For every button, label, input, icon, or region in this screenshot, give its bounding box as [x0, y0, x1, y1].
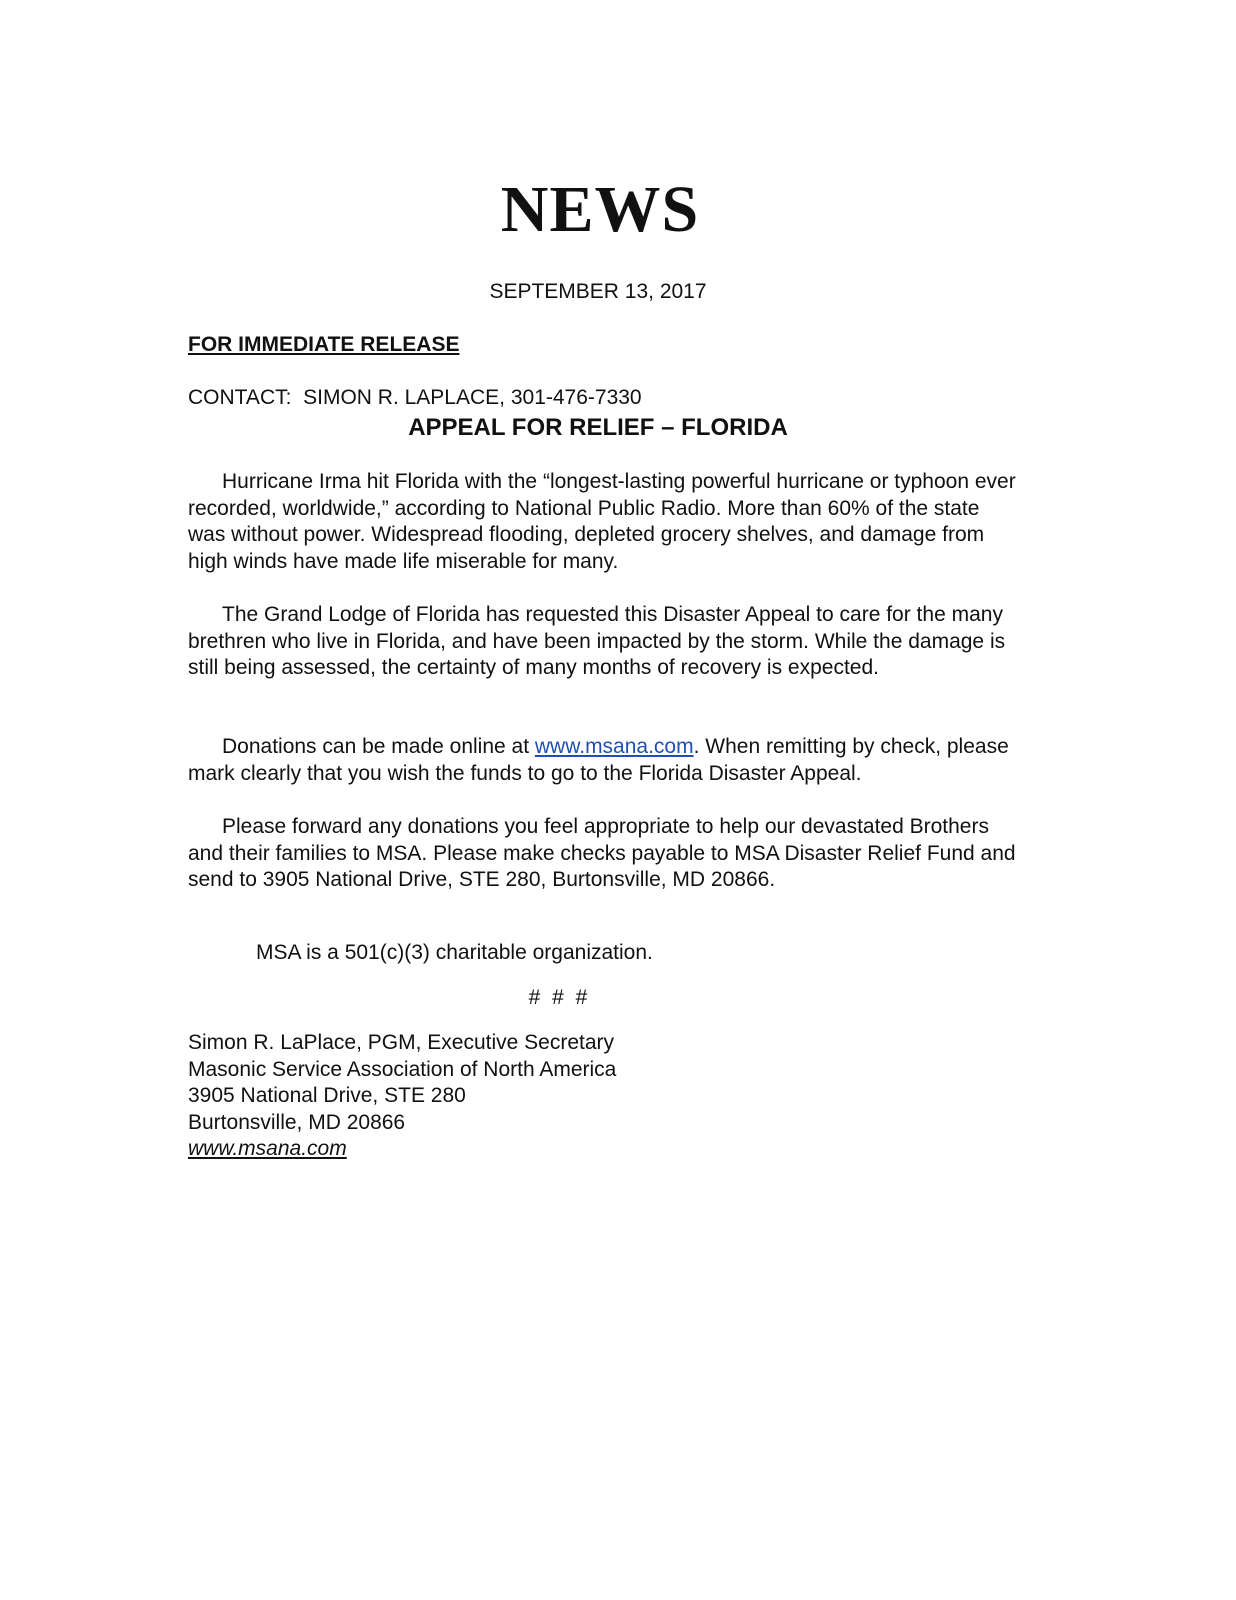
release-label: FOR IMMEDIATE RELEASE — [188, 333, 460, 356]
donation-website-link[interactable]: www.msana.com — [534, 735, 694, 758]
signature-street: 3905 National Drive, STE 280 — [188, 1084, 466, 1107]
contact-line: CONTACT: SIMON R. LAPLACE, 301-476-7330 — [188, 386, 642, 409]
signature-block — [188, 1030, 616, 1163]
paragraph-hurricane: Hurricane Irma hit Florida with the “longest-lasting powerful hurricane or typhoon ever recorded, worldwide,” according to National Public Radio. More than 60% of the state was without power. Widespread flooding, depleted grocery shelves, and damage from high winds have made life miserable for many. — [188, 470, 1016, 573]
signature-name: Simon R. LaPlace, PGM, Executive Secretary — [188, 1031, 614, 1054]
paragraph-donations — [188, 734, 1018, 787]
signature-organization: Masonic Service Association of North America — [188, 1057, 617, 1081]
end-mark: # # # — [528, 986, 588, 1009]
masthead-title: NEWS — [500, 173, 700, 246]
paragraph-forward-donations: Please forward any donations you feel appropriate to help our devastated Brothers and their families to MSA. Please make checks payable to MSA Disaster Relief Fund and send to 3905 National Drive, STE 280, Burtonsville, MD 20866. — [188, 815, 1016, 891]
release-date: SEPTEMBER 13, 2017 — [489, 280, 707, 303]
donations-text-before: Donations can be made online at — [222, 735, 535, 758]
donations-text-after: . When remitting by check, please mark clearly that you wish the funds to go to the Florida Disaster Appeal. — [188, 735, 1009, 785]
signature-city: Burtonsville, MD 20866 — [188, 1110, 406, 1134]
headline: APPEAL FOR RELIEF – FLORIDA — [408, 414, 788, 441]
paragraph-grand-lodge: The Grand Lodge of Florida has requested this Disaster Appeal to care for the many brethren who live in Florida, and have been impacted by the storm. While the damage is still being assessed, the certainty of many months of recovery is expected. — [188, 603, 1006, 679]
signature-website-link[interactable]: www.msana.com — [188, 1137, 347, 1160]
charity-note: MSA is a 501(c)(3) charitable organization. — [256, 941, 653, 964]
